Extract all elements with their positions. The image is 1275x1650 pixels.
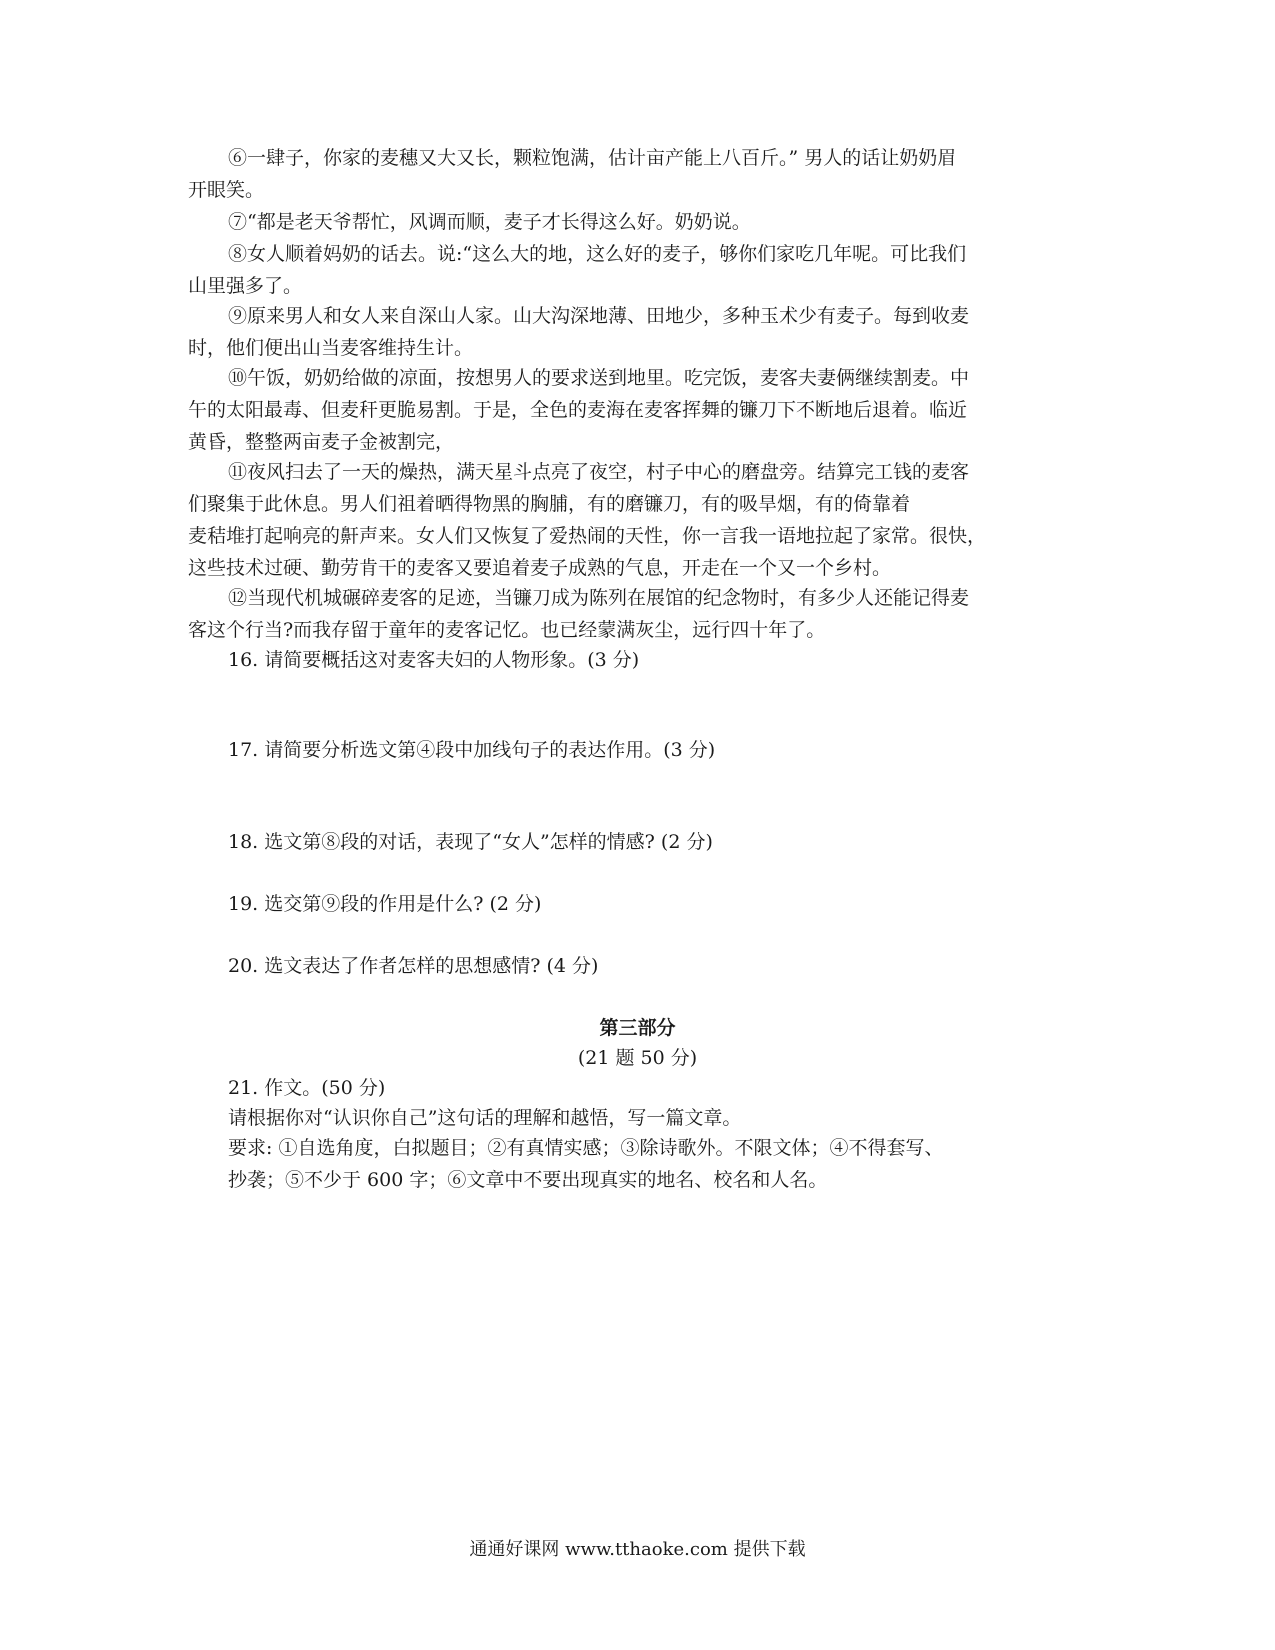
essay-requirements <box>228 1132 1088 1196</box>
paragraph-line: 开眼笑。 <box>188 179 265 201</box>
part3-subtitle: (21 题 50 分) <box>577 1047 698 1069</box>
paragraph-line: ⑩午饭，奶奶给做的凉面，按想男人的要求送到地里。吃完饭，麦客夫妻俩继续割麦。中 <box>228 367 970 389</box>
paragraph-7 <box>188 206 1088 238</box>
question-19: 19. 选交第⑨段的作用是什么? (2 分) <box>228 893 542 915</box>
essay-prompt: 请根据你对“认识你自己”这句话的理解和越悟，写一篇文章。 <box>228 1107 742 1129</box>
requirement-line: 要求: ①自选角度，白拟题目；②有真情实感；③除诗歌外。不限文体；④不得套写、 <box>228 1137 944 1159</box>
paragraph-line: 黄昏，整整两亩麦子金被割完， <box>188 431 455 453</box>
paragraph-line: 山里强多了。 <box>188 275 303 297</box>
paragraph-line: ⑦“都是老天爷帮忙，风调而顺，麦子才长得这么好。奶奶说。 <box>228 211 751 233</box>
paragraph-6 <box>188 142 1088 206</box>
question-21: 21. 作文。(50 分) <box>228 1077 386 1099</box>
question-17: 17. 请简要分析选文第④段中加线句子的表达作用。(3 分) <box>228 739 716 761</box>
paragraph-line: 午的太阳最毒、但麦秆更脆易割。于是，全色的麦海在麦客挥舞的镰刀下不断地后退着。临近 <box>188 399 968 421</box>
footer-credit: 通通好课网 www.tthaoke.com 提供下载 <box>469 1539 806 1560</box>
requirement-line: 抄袭；⑤不少于 600 字；⑥文章中不要出现真实的地名、校名和人名。 <box>228 1169 828 1191</box>
paragraph-line: ⑥一肆子，你家的麦穗又大又长，颗粒饱满，估计亩产能上八百斤。” 男人的话让奶奶眉 <box>228 147 957 169</box>
paragraph-line: 客这个行当?而我存留于童年的麦客记忆。也已经蒙满灰尘，远行四十年了。 <box>188 619 826 641</box>
paragraph-12 <box>188 582 1088 646</box>
paragraph-line: 麦秸堆打起响亮的鼾声来。女人们又恢复了爱热闹的天性，你一言我一语地拉起了家常。很快， <box>188 525 987 547</box>
question-18: 18. 选文第⑧段的对话，表现了“女人”怎样的情感? (2 分) <box>228 831 713 853</box>
question-16: 16. 请简要概括这对麦客夫妇的人物形象。(3 分) <box>228 649 640 671</box>
part3-title: 第三部分 <box>599 1017 676 1039</box>
paragraph-9 <box>188 300 1088 364</box>
paragraph-8 <box>188 238 1088 302</box>
paragraph-line: 时，他们便出山当麦客维持生计。 <box>188 337 474 359</box>
paragraph-line: ⑫当现代机城碾碎麦客的足迹，当镰刀成为陈列在展馆的纪念物时，有多少人还能记得麦 <box>228 587 970 609</box>
question-20: 20. 选文表达了作者怎样的思想感情? (4 分) <box>228 955 599 977</box>
paragraph-line: 这些技术过硬、勤劳肯干的麦客又要追着麦子成熟的气息，开走在一个又一个乡村。 <box>188 557 892 579</box>
paragraph-11 <box>188 456 1088 584</box>
paragraph-10 <box>188 362 1088 458</box>
paragraph-line: 们聚集于此休息。男人们祖着晒得物黑的胸脯，有的磨镰刀，有的吸旱烟，有的倚靠着 <box>188 493 911 515</box>
paragraph-line: ⑨原来男人和女人来自深山人家。山大沟深地薄、田地少，多种玉术少有麦子。每到收麦 <box>228 305 970 327</box>
paragraph-line: ⑪夜风扫去了一天的燥热，满天星斗点亮了夜空，村子中心的磨盘旁。结算完工钱的麦客 <box>228 461 970 483</box>
paragraph-line: ⑧女人顺着妈奶的话去。说:“这么大的地，这么好的麦子，够你们家吃几年呢。可比我们 <box>228 243 967 265</box>
